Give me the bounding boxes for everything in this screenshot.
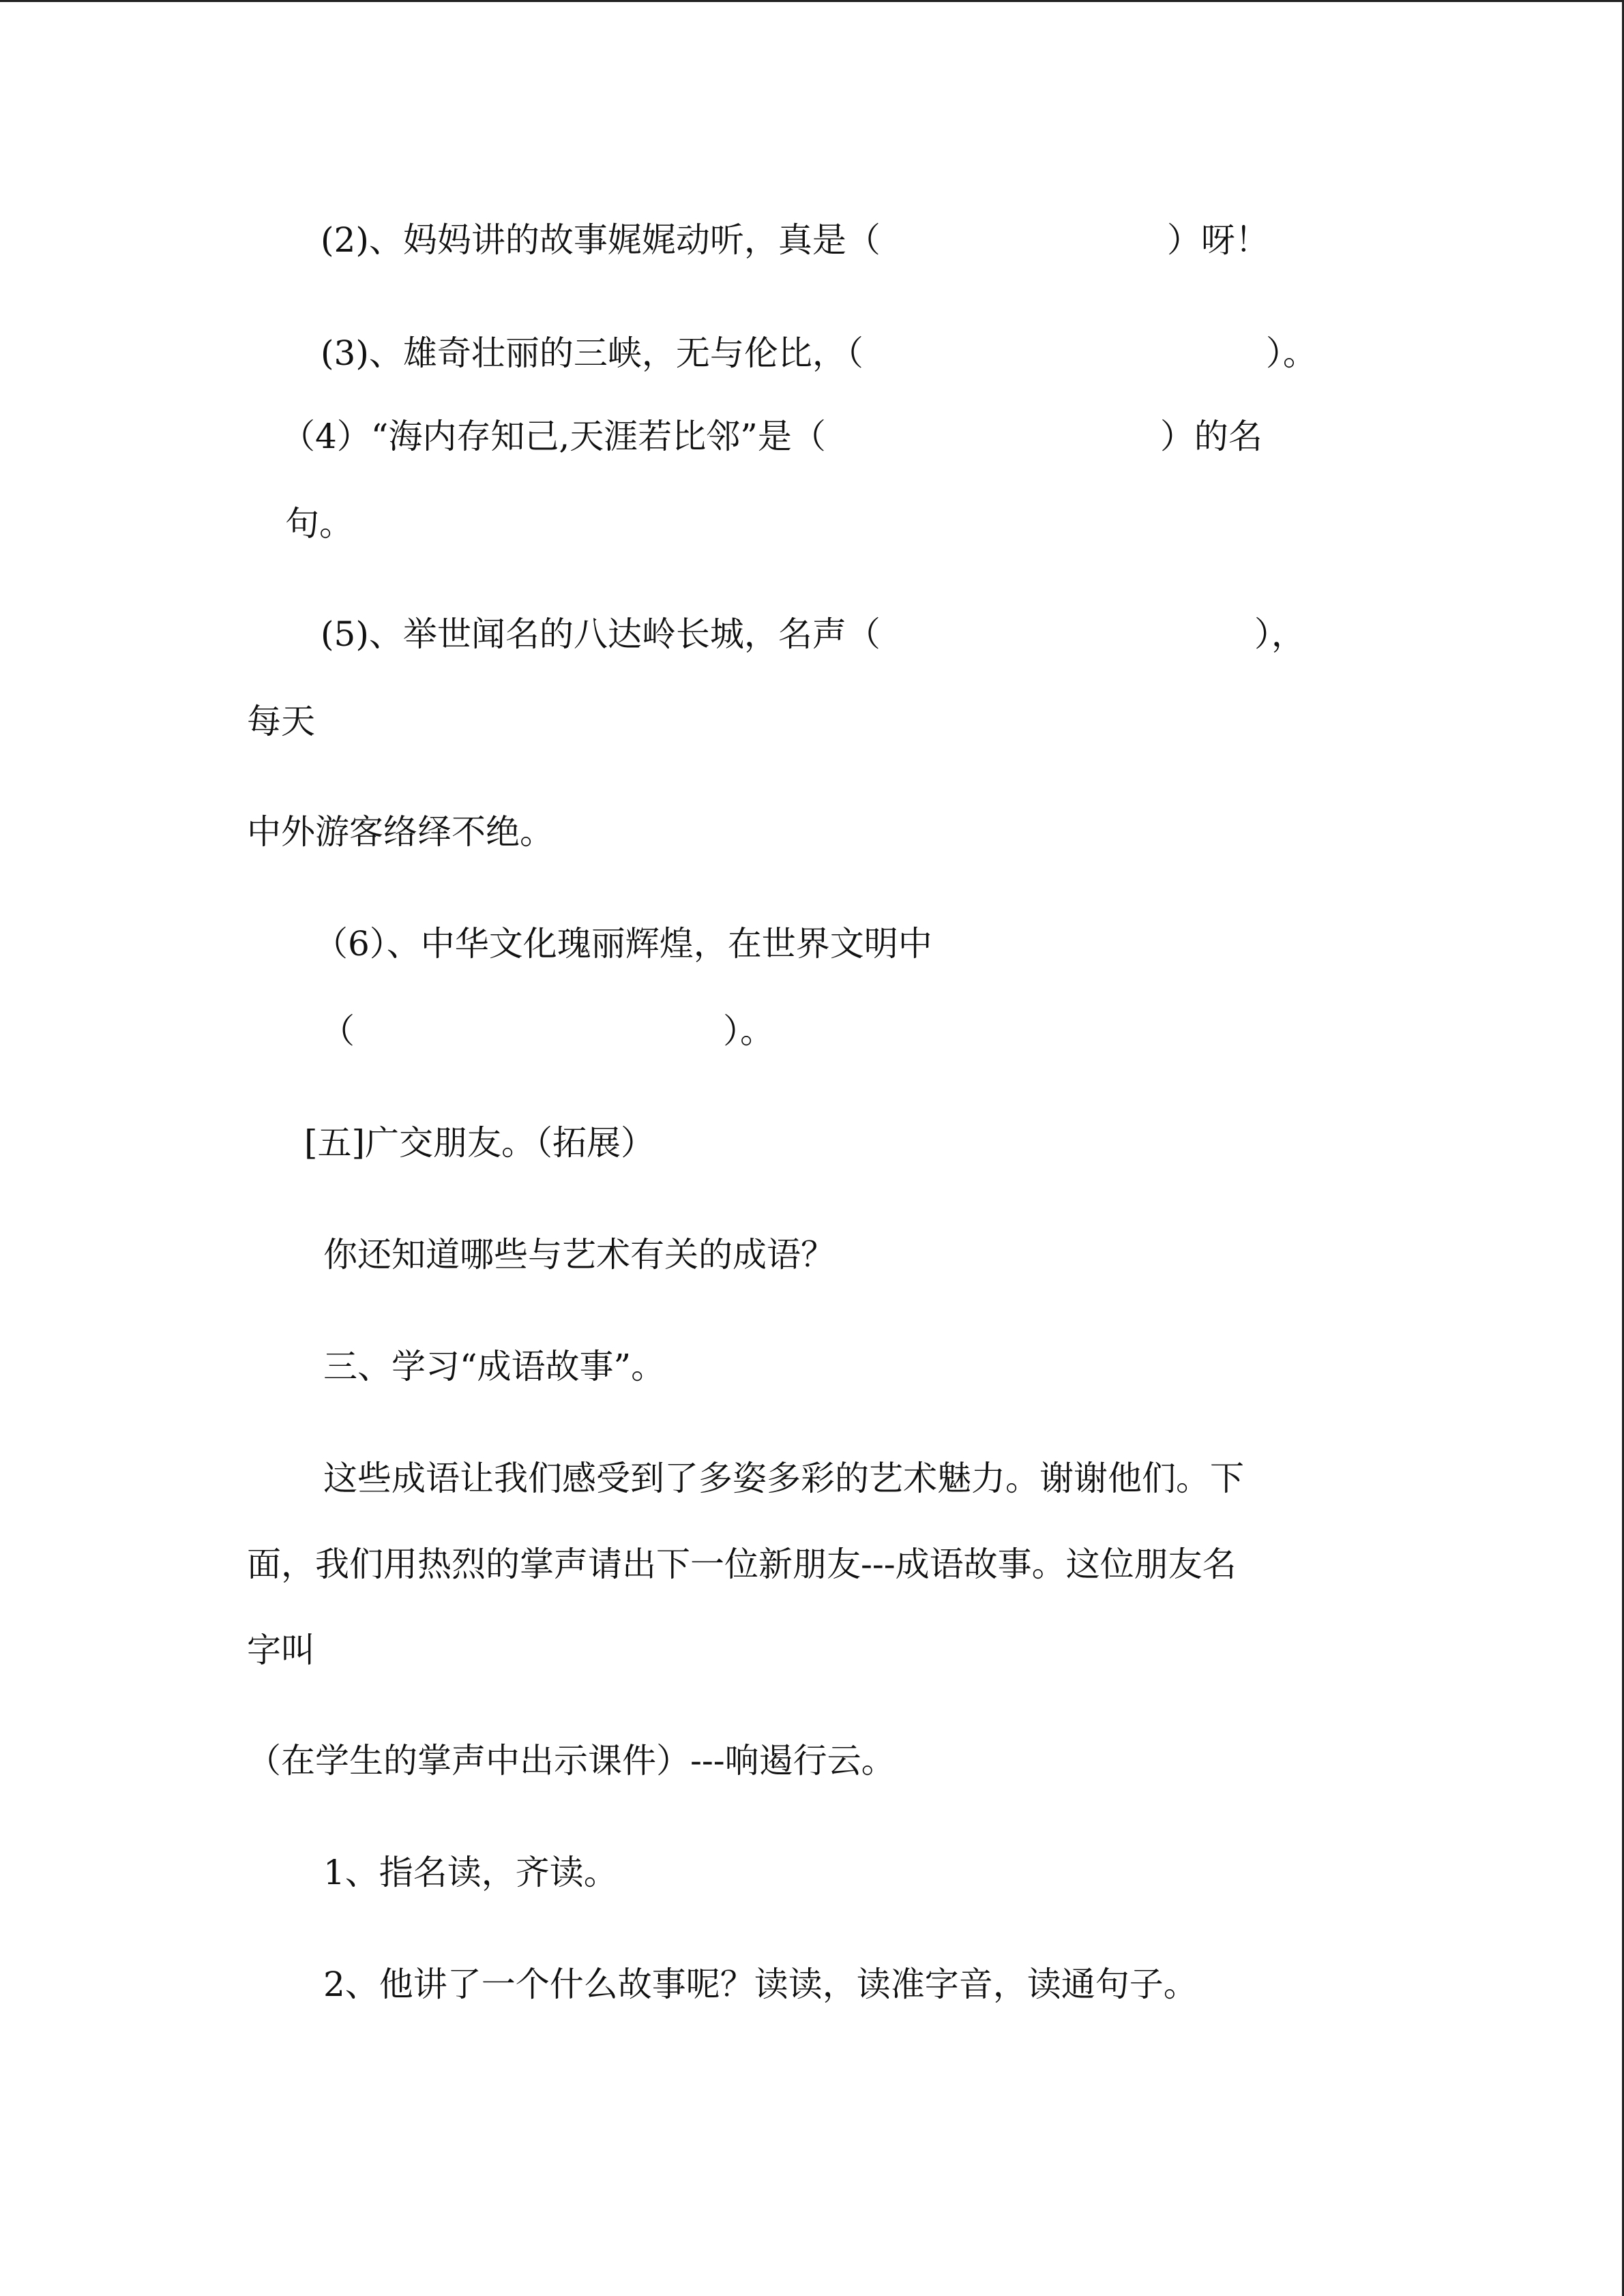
question-6-open-paren: （ [321, 1011, 355, 1051]
question-5-text: (5)、举世闻名的八达岭长城，名声（ [321, 614, 881, 654]
question-4-continuation: 句。 [285, 504, 353, 543]
question-6-tail: ）。 [723, 1011, 774, 1051]
task-1: 1、指名读，齐读。 [323, 1853, 618, 1892]
question-2-line [321, 220, 1269, 260]
question-3-line [321, 333, 1317, 374]
question-4-text: （4）“海内存知己,天涯若比邻”是（ [281, 417, 826, 456]
section-5-heading: [五]广交朋友。（拓展） [304, 1123, 655, 1163]
task-2: 2、他讲了一个什么故事呢？读读，读准字音，读通句子。 [323, 1965, 1198, 2004]
paragraph-line-4: （在学生的掌声中出示课件）---响遏行云。 [247, 1741, 896, 1780]
question-5-line [321, 614, 1305, 655]
question-5-tail: ）， [1254, 614, 1305, 654]
question-3-tail: ）。 [1265, 333, 1317, 373]
paragraph-line-3: 字叫 [247, 1630, 315, 1670]
question-4-tail: ）的名 [1160, 417, 1263, 456]
question-6-blank-line [321, 1011, 774, 1052]
question-6-line: （6）、中华文化瑰丽辉煌，在世界文明中 [314, 924, 932, 964]
paragraph-line-2: 面，我们用热烈的掌声请出下一位新朋友---成语故事。这位朋友名 [247, 1545, 1237, 1584]
question-4-line [281, 416, 1263, 457]
question-3-text: (3)、雄奇壮丽的三峡，无与伦比，（ [321, 333, 863, 373]
paragraph-line-1: 这些成语让我们感受到了多姿多彩的艺术魅力。谢谢他们。下 [323, 1459, 1244, 1498]
section-3-heading: 三、学习“成语故事”。 [323, 1347, 666, 1386]
question-2-text: (2)、妈妈讲的故事娓娓动听，真是（ [321, 220, 881, 260]
section-5-question: 你还知道哪些与艺术有关的成语？ [323, 1235, 835, 1274]
question-5-continuation-2: 中外游客络绎不绝。 [247, 812, 554, 852]
question-2-tail: ）呀！ [1166, 220, 1269, 260]
question-5-continuation-1: 每天 [247, 702, 315, 741]
